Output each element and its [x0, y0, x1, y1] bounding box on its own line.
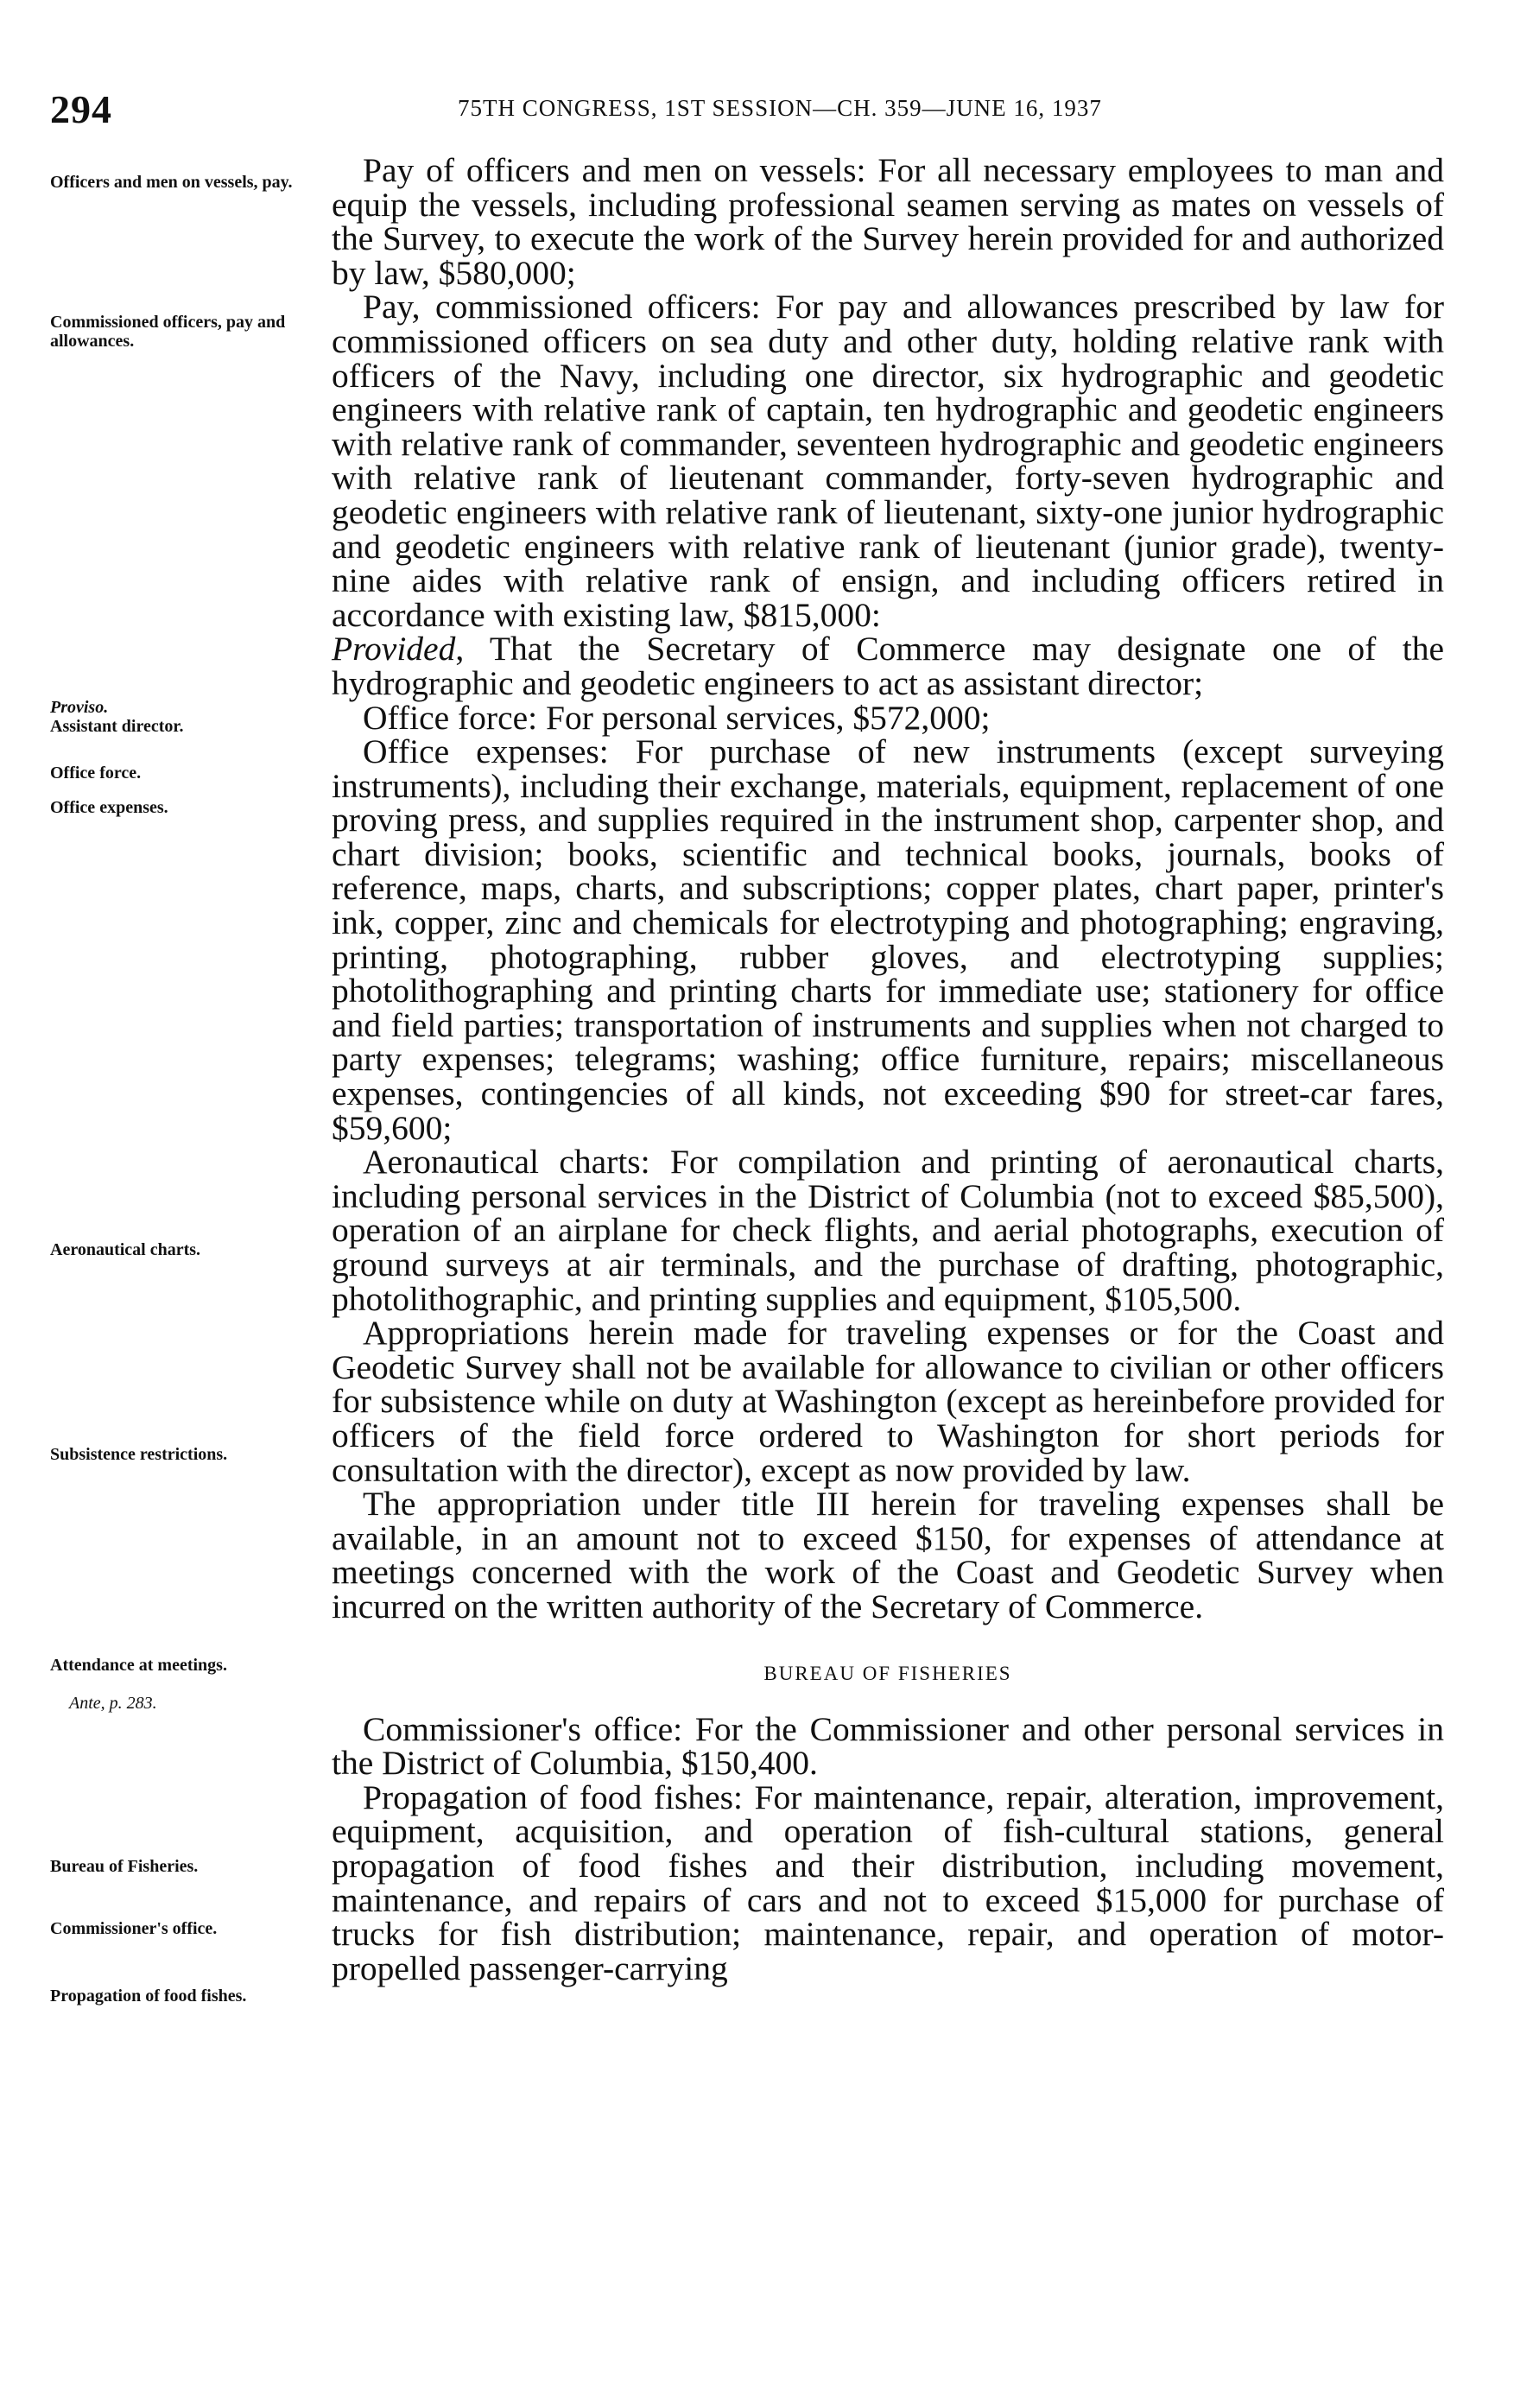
- margin-note: [50, 698, 318, 717]
- margin-note: Office expenses.: [50, 798, 168, 817]
- paragraph: Appropriations herein made for traveling expenses or for the Coast and Geodetic Survey shall not be available for allowance to civilian or other officers for subsistence while on duty at Washington (except as hereinbefore provided for officers of the field force ordered to Washington for short periods for consultation with the director), except as now provided by law.: [332, 1314, 1444, 1489]
- paragraph: Office force: For personal services, $572,000;: [363, 698, 991, 737]
- paragraph: Office expenses: For purchase of new instruments (except surveying instruments), including their exchange, materials, equipment, replacement of one proving press, and supplies required in the instrument shop, carpenter shop, and chart division; books, scientific and technical books, journals, books of reference, maps, charts, and subscriptions; copper plates, chart paper, printer's ink, copper, zinc and chemicals for electrotyping and photographing; engraving, printing, photographing, rubber gloves, and electrotyping supplies; photolithographing and printing charts for immediate use; stationery for office and field parties; transportation of instruments and supplies when not charged to party expenses; telegrams; washing; office furniture, repairs; miscellaneous expenses, contingencies of all kinds, not exceeding $90 for street-car fares, $59,600;: [332, 732, 1444, 1147]
- paragraph: Provided, That the Secretary of Commerce may designate one of the hydrographic and geodetic engineers to act as assistant director;: [332, 630, 1444, 702]
- margin-note: Assistant director.: [50, 717, 184, 736]
- paragraph: Aeronautical charts: For compilation and printing of aeronautical charts, including personal services in the District of Columbia (not to exceed $85,500), operation of an airplane for check flights, and aerial photographs, execution of ground surveys at air terminals, and the purchase of drafting, photographic, photolithographic, and printing supplies and equipment, $105,500.: [332, 1143, 1444, 1318]
- proviso-word: Provided: [332, 630, 456, 669]
- paragraph: Pay of officers and men on vessels: For all necessary employees to man and equip the vessels, including professional seamen serving as mates on vessels of the Survey, to execute the work of the Survey herein provided for and authorized by law, $580,000;: [332, 151, 1445, 292]
- page-number: 294: [50, 87, 112, 131]
- paragraph: Commissioner's office: For the Commissioner and other personal services in the District of Columbia, $150,400.: [332, 1709, 1444, 1783]
- paragraph: Propagation of food fishes: For maintenance, repair, alteration, improvement, equipment, acquisition, and operation of fish-cultural stations, general propagation of food fishes and their distribution, including movement, maintenance, and repairs of cars and not to exceed $15,000 for purchase of trucks for fish distribution; maintenance, repair, and operation of motor-propelled passenger-carrying: [332, 1777, 1444, 1987]
- margin-note: Officers and men on vessels, pay.: [50, 173, 293, 192]
- margin-note: Subsistence restrictions.: [50, 1445, 228, 1464]
- margin-note-proviso: Proviso.: [50, 698, 109, 717]
- margin-note: Commissioned officers, pay and allowances.: [50, 313, 286, 351]
- margin-note: Bureau of Fisheries.: [50, 1857, 199, 1876]
- margin-note: Office force.: [50, 764, 142, 783]
- margin-note: Ante, p. 283.: [69, 1694, 157, 1713]
- paragraph: The appropriation under title III herein for traveling expenses shall be available, in an amount not to exceed $150, for expenses of attendance at meetings concerned with the work of the Coast and Geodetic Survey when incurred on the written authority of the Secretary of Commerce.: [332, 1485, 1444, 1625]
- margin-note: Propagation of food fishes.: [50, 1987, 247, 2006]
- margin-note: Attendance at meetings.: [50, 1656, 227, 1675]
- paragraph: Pay, commissioned officers: For pay and allowances prescribed by law for commissioned officers on sea duty and other duty, holding relative rank with officers of the Navy, including one director, six hydrographic and geodetic engineers with relative rank of captain, ten hydrographic and geodetic engineers with relative rank of commander, seventeen hydrographic and geodetic engineers with relative rank of lieutenant commander, forty-seven hydrographic and geodetic engineers with relative rank of lieutenant, sixty-one junior hydrographic and geodetic engineers with relative rank of lieutenant (junior grade), twenty-nine aides with relative rank of ensign, and including officers retired in accordance with existing law, $815,000:: [332, 288, 1444, 634]
- section-heading: BUREAU OF FISHERIES: [763, 1662, 1012, 1684]
- margin-note: Commissioner's office.: [50, 1919, 218, 1938]
- body-text: [332, 151, 1445, 1987]
- margin-note: Aeronautical charts.: [50, 1240, 201, 1259]
- running-head: 75TH CONGRESS, 1ST SESSION—CH. 359—JUNE 16, 1937: [458, 95, 1102, 121]
